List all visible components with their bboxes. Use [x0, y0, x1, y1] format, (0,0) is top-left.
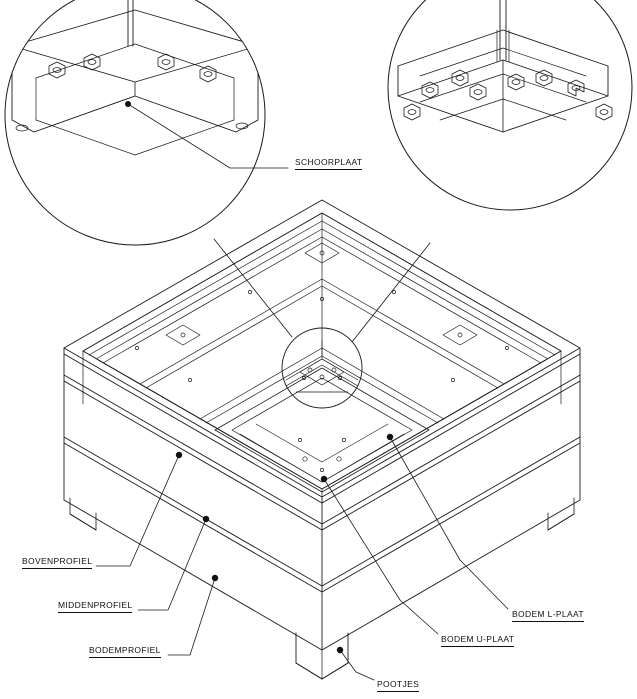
leader-middenprofiel — [138, 519, 206, 610]
top-right-detail-bubble — [388, 0, 632, 210]
leader-bovenprofiel — [96, 455, 179, 566]
callout-label-pootjes: POOTJES — [377, 679, 419, 692]
callout-label-bovenprofiel: BOVENPROFIEL — [22, 556, 92, 569]
leader-bodem-l-plaat — [390, 437, 508, 609]
leader-bodem-u-plaat — [324, 479, 438, 634]
top-left-detail-bubble — [5, 0, 265, 245]
callout-label-bodemprofiel: BODEMPROFIEL — [89, 645, 161, 658]
callout-label-middenprofiel: MIDDENPROFIEL — [58, 600, 132, 613]
callout-label-schoorplaat: SCHOORPLAAT — [295, 157, 362, 170]
callout-label-bodem-u-plaat: BODEM U-PLAAT — [441, 634, 514, 647]
planter-body — [64, 200, 580, 679]
callout-label-bodem-l-plaat: BODEM L-PLAAT — [512, 609, 584, 622]
leader-bodemprofiel — [168, 578, 215, 655]
leader-schoorplaat — [128, 104, 288, 168]
